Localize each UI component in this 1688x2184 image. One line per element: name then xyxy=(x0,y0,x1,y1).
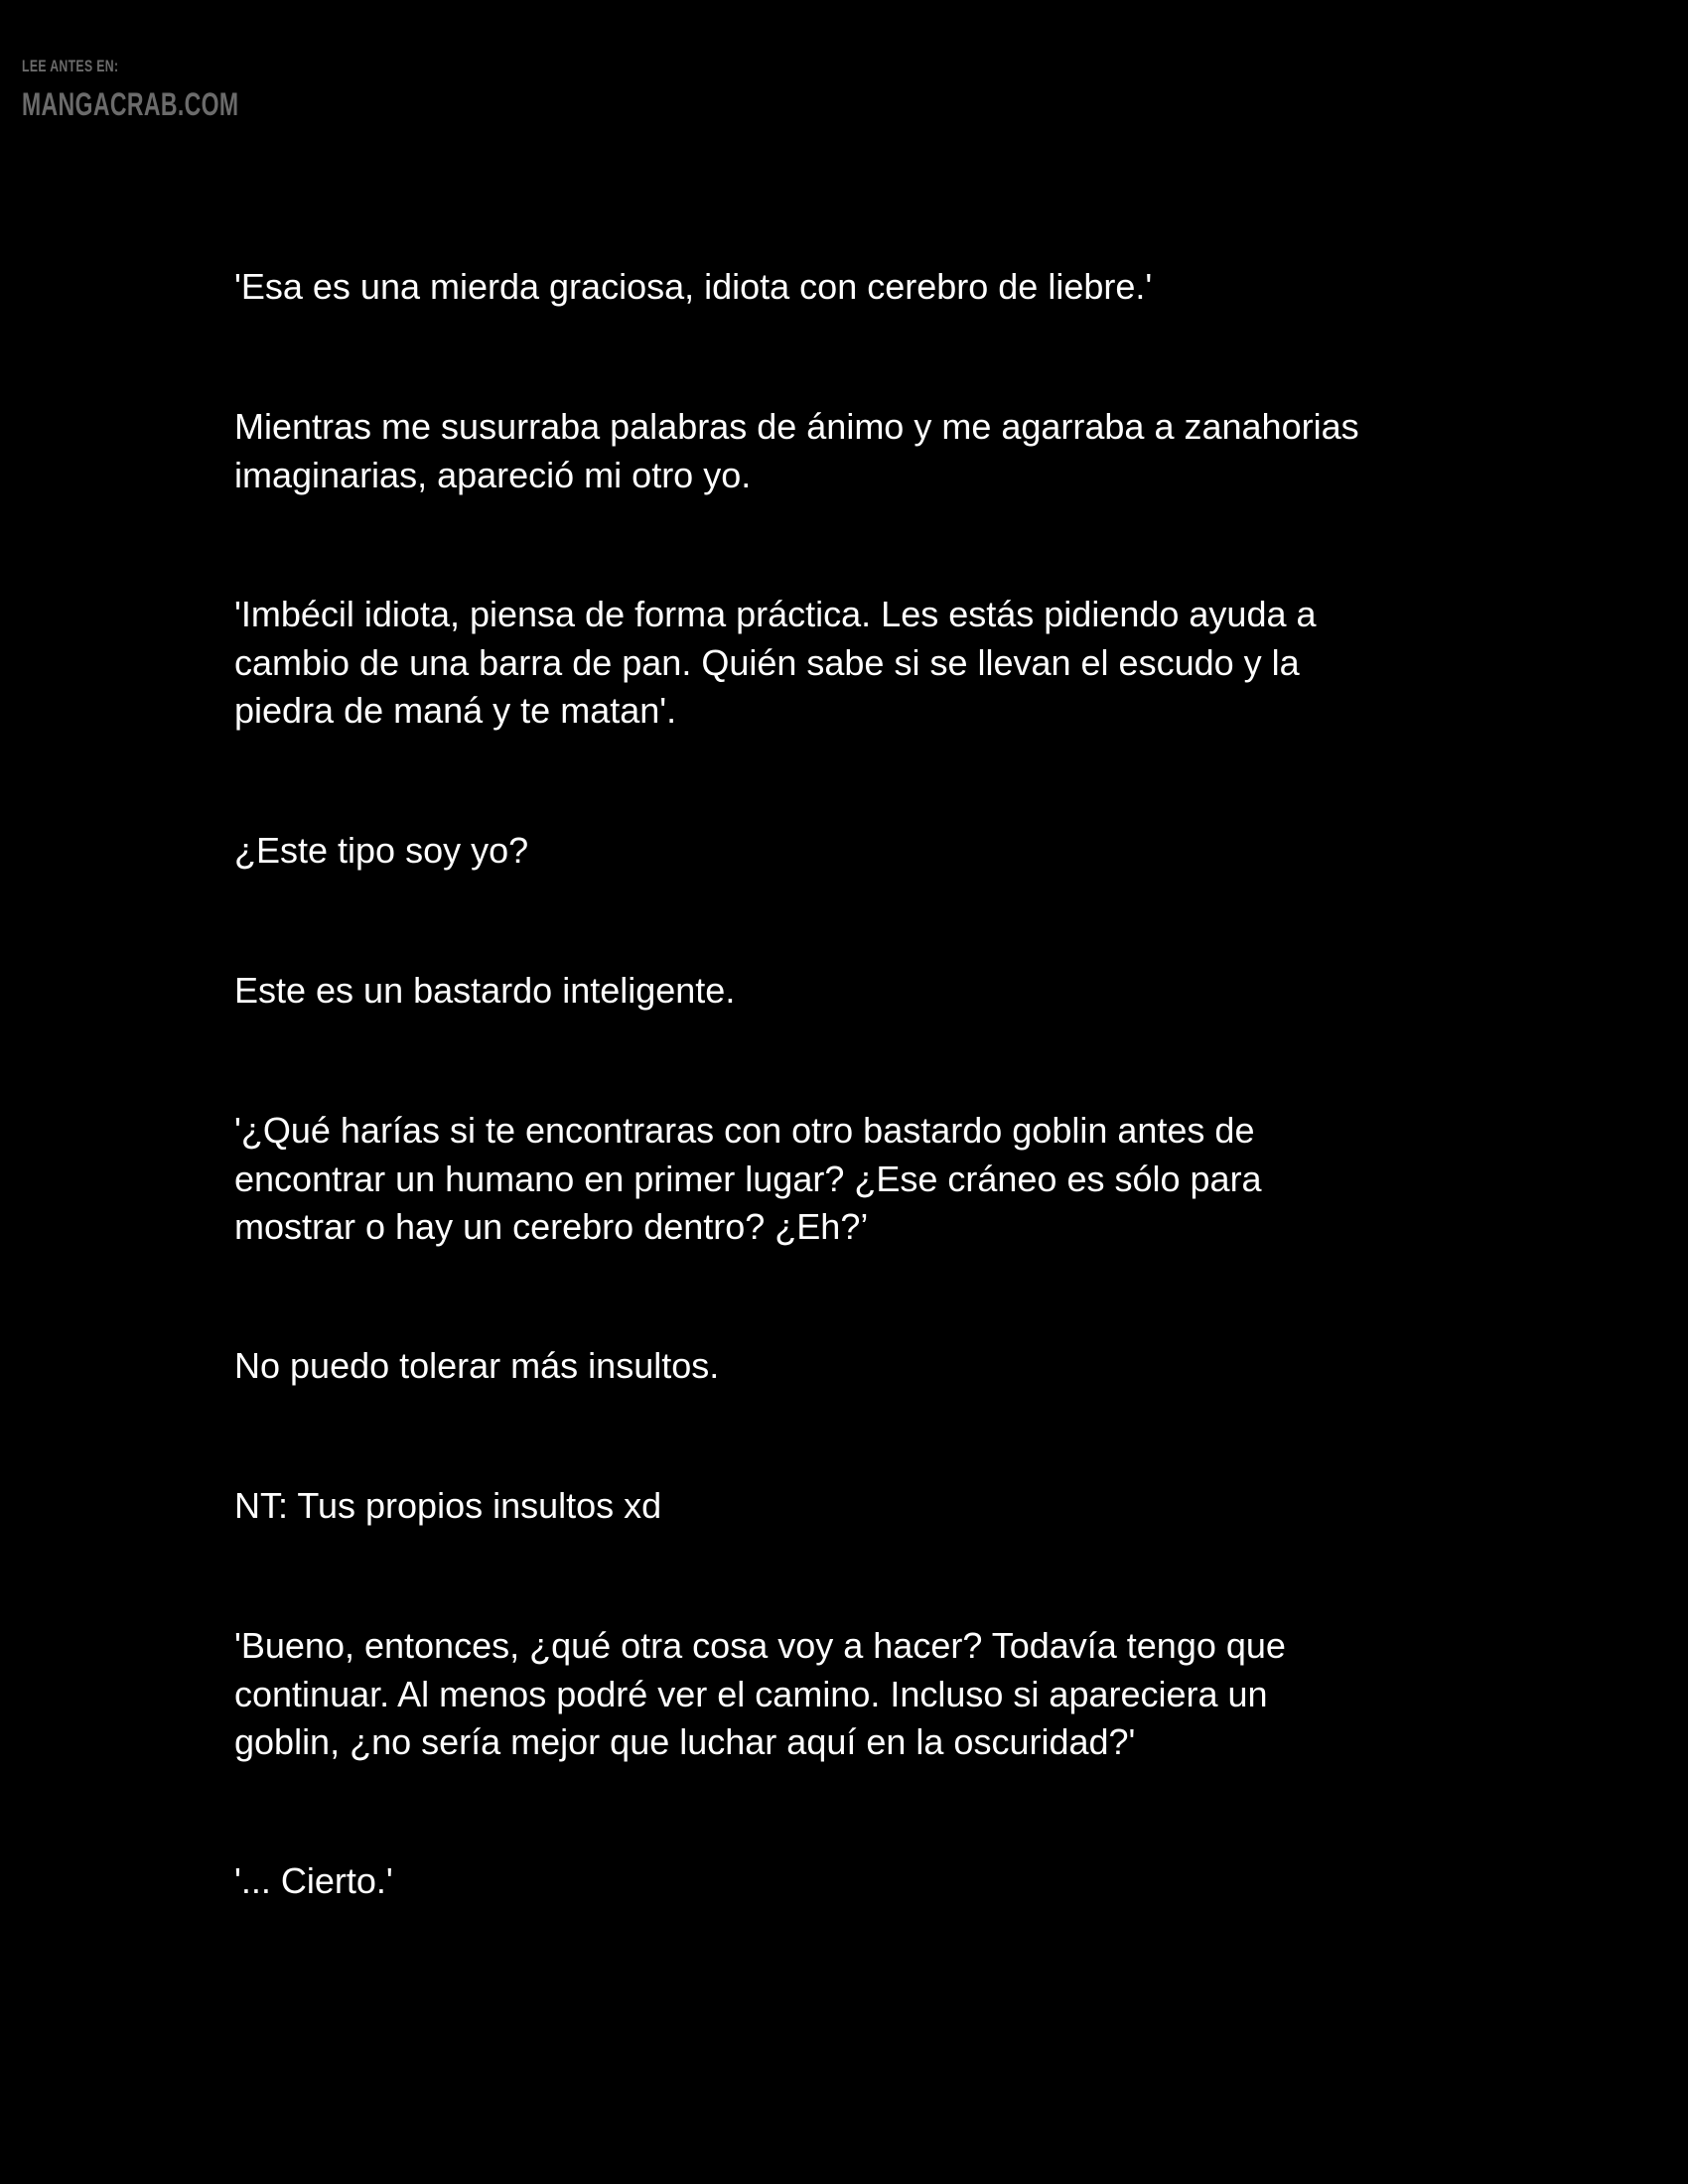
paragraph-line: No puedo tolerar más insultos. xyxy=(234,1345,720,1386)
paragraph-line: encontrar un humano en primer lugar? ¿Ese cráneo es sólo para xyxy=(234,1158,1262,1199)
paragraph-line: 'Bueno, entonces, ¿qué otra cosa voy a hacer? Todavía tengo que xyxy=(234,1625,1286,1666)
paragraph-line: Mientras me susurraba palabras de ánimo y me agarraba a zanahorias xyxy=(234,406,1359,447)
paragraph-line: 'Imbécil idiota, piensa de forma práctica. Les estás pidiendo ayuda a xyxy=(234,594,1317,634)
paragraph-line: '¿Qué harías si te encontraras con otro bastardo goblin antes de xyxy=(234,1110,1255,1151)
paragraph-7 xyxy=(234,1342,1485,1391)
paragraph-1 xyxy=(234,263,1485,312)
paragraph-5 xyxy=(234,967,1485,1016)
paragraph-line: ¿Este tipo soy yo? xyxy=(234,830,529,871)
paragraph-line: piedra de maná y te matan'. xyxy=(234,690,677,731)
paragraph-3 xyxy=(234,591,1485,736)
paragraph-line: Este es un bastardo inteligente. xyxy=(234,970,736,1011)
watermark xyxy=(22,58,323,120)
watermark-label: LEE ANTES EN: xyxy=(22,57,119,75)
paragraph-4 xyxy=(234,827,1485,876)
paragraph-line: 'Esa es una mierda graciosa, idiota con cerebro de liebre.' xyxy=(234,266,1153,307)
paragraph-9 xyxy=(234,1622,1485,1767)
paragraph-8 xyxy=(234,1482,1485,1531)
paragraph-10 xyxy=(234,1857,1485,1906)
paragraph-line: goblin, ¿no sería mejor que luchar aquí en la oscuridad?' xyxy=(234,1721,1136,1762)
paragraph-2 xyxy=(234,403,1485,499)
paragraph-6 xyxy=(234,1107,1485,1252)
paragraph-line: imaginarias, apareció mi otro yo. xyxy=(234,454,752,495)
paragraph-line: NT: Tus propios insultos xd xyxy=(234,1485,662,1526)
paragraph-line: '... Cierto.' xyxy=(234,1860,393,1901)
paragraph-line: continuar. Al menos podré ver el camino. Incluso si apareciera un xyxy=(234,1673,1268,1714)
paragraph-line: cambio de una barra de pan. Quién sabe si se llevan el escudo y la xyxy=(234,641,1300,683)
paragraph-line: mostrar o hay un cerebro dentro? ¿Eh?’ xyxy=(234,1206,869,1247)
watermark-site: MANGACRAB.COM xyxy=(22,86,239,122)
